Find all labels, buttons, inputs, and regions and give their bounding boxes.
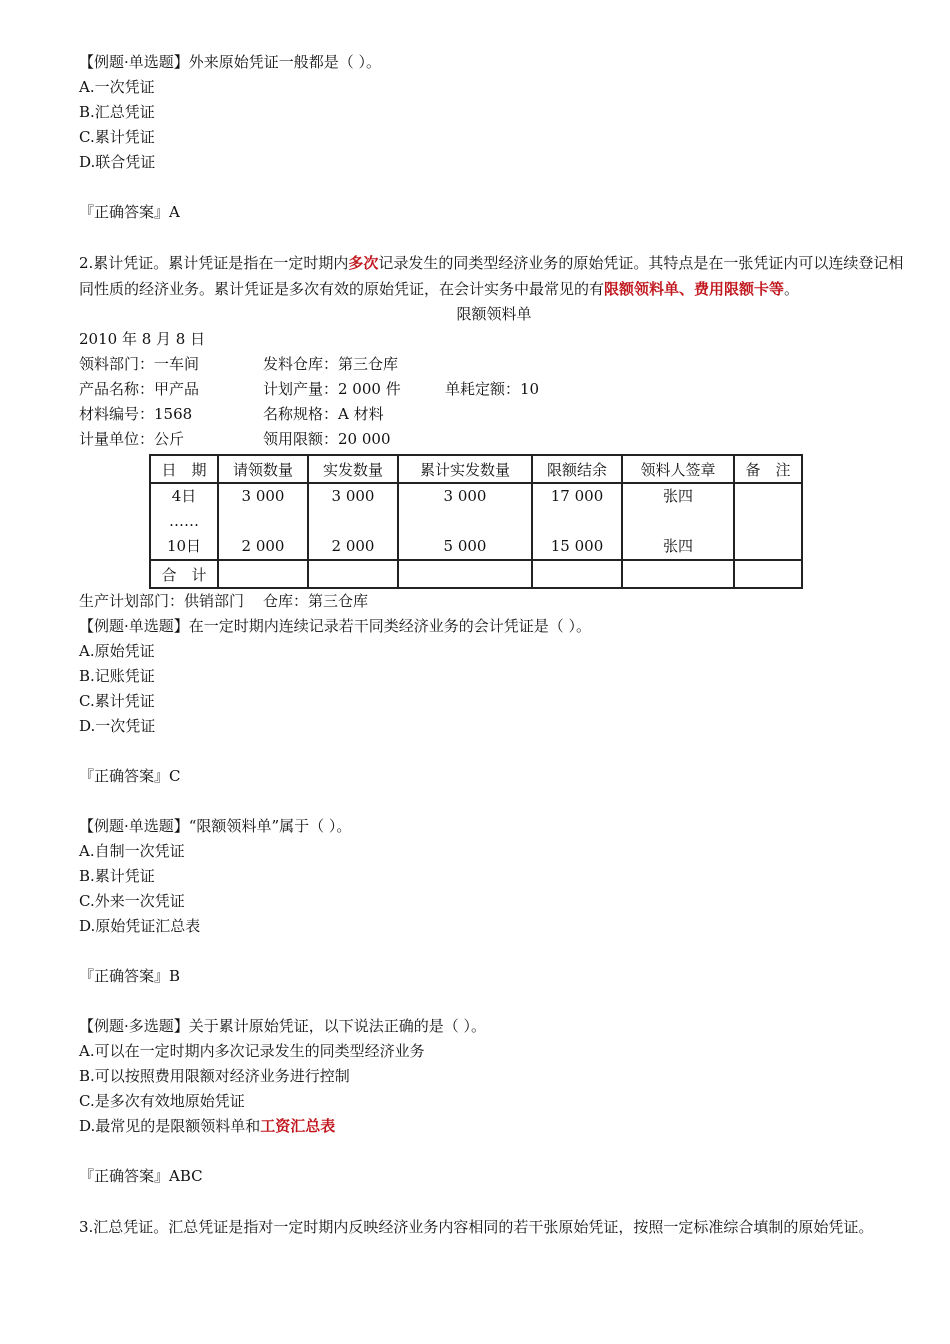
q4-option-a: A.可以在一定时期内多次记录发生的同类型经济业务: [79, 1042, 425, 1060]
cell: 15 000: [550, 537, 604, 555]
p2-text-2: 记录发生的同类型经济业务的原始凭证。其特点是在一张凭证内可以连续登记相同性质的经济业务。累计凭证是多次有效的原始凭证，在会计实务中最常见的有: [79, 254, 904, 298]
q4-option-d-text: D.最常见的是限额领料单和: [79, 1117, 261, 1135]
cell: 张四: [662, 487, 693, 505]
col-remarks: 备 注: [734, 455, 802, 483]
q1-answer: 『正确答案』A: [79, 203, 180, 221]
form-limit: 领用限额：20 000: [263, 430, 391, 448]
p2-text-3: 。: [784, 280, 800, 298]
document-page: [79, 50, 909, 1240]
q4-option-d: [79, 1114, 909, 1139]
total-label: 合 计: [150, 560, 218, 588]
p2-highlight-2: 限额领料单、费用限额卡等: [604, 280, 785, 298]
form-product: 产品名称：甲产品: [79, 380, 200, 398]
form-unit: 计量单位：公斤: [79, 430, 185, 448]
q1-option-a: A.一次凭证: [79, 78, 155, 96]
form-warehouse: 发料仓库：第三仓库: [263, 355, 399, 373]
q2-option-a: A.原始凭证: [79, 642, 155, 660]
q4-stem: 【例题·多选题】关于累计原始凭证，以下说法正确的是（ ）。: [79, 1017, 487, 1035]
q1-option-c: C.累计凭证: [79, 128, 155, 146]
table-total-row: [150, 560, 802, 588]
paragraph-cumulative-voucher: [79, 250, 909, 302]
quota-table: [149, 454, 803, 589]
q3-option-d: D.原始凭证汇总表: [79, 917, 201, 935]
q3-option-b: B.累计凭证: [79, 867, 155, 885]
form-footer-warehouse: 仓库：第三仓库: [263, 592, 369, 610]
q4-option-b: B.可以按照费用限额对经济业务进行控制: [79, 1067, 350, 1085]
cell: 10日: [166, 537, 202, 555]
cell: 3 000: [443, 487, 487, 505]
q1-stem: 【例题·单选题】外来原始凭证一般都是（ ）。: [79, 53, 382, 71]
form-dept: 领料部门：一车间: [79, 355, 200, 373]
col-requested: 请领数量: [218, 455, 308, 483]
cell: 3 000: [331, 487, 375, 505]
cell: 3 000: [241, 487, 285, 505]
p2-highlight-1: 多次: [348, 254, 379, 272]
q3-option-a: A.自制一次凭证: [79, 842, 185, 860]
q2-option-d: D.一次凭证: [79, 717, 156, 735]
form-planned-output: 计划产量：2 000 件: [263, 380, 401, 398]
col-cumulative: 累计实发数量: [398, 455, 532, 483]
form-title: 限额领料单: [456, 305, 532, 323]
col-balance: 限额结余: [532, 455, 622, 483]
cell: 2 000: [241, 537, 285, 555]
form-spec: 名称规格：A 材料: [263, 405, 384, 423]
cell: 张四: [662, 537, 693, 555]
cell: 5 000: [443, 537, 487, 555]
form-date: 2010 年 8 月 8 日: [79, 330, 206, 348]
q2-stem: 【例题·单选题】在一定时期内连续记录若干同类经济业务的会计凭证是（ ）。: [79, 617, 592, 635]
q1-option-d: D.联合凭证: [79, 153, 156, 171]
paragraph-summary-voucher: 3.汇总凭证。汇总凭证是指对一定时期内反映经济业务内容相同的若干张原始凭证，按照一定标准综合填制的原始凭证。: [79, 1218, 874, 1236]
col-signature: 领料人签章: [622, 455, 734, 483]
form-material-no: 材料编号：1568: [79, 405, 193, 423]
q3-stem: 【例题·单选题】“限额领料单”属于（ ）。: [79, 817, 352, 835]
cell: 17 000: [550, 487, 604, 505]
q3-answer: 『正确答案』B: [79, 967, 181, 985]
form-unit-quota: 单耗定额：10: [445, 380, 540, 398]
col-date: 日 期: [150, 455, 218, 483]
table-header-row: [150, 455, 802, 483]
q1-option-b: B.汇总凭证: [79, 103, 155, 121]
q4-option-c: C.是多次有效地原始凭证: [79, 1092, 245, 1110]
cell: 2 000: [331, 537, 375, 555]
q2-option-c: C.累计凭证: [79, 692, 155, 710]
q4-option-d-highlight: 工资汇总表: [260, 1117, 336, 1135]
cell: 4日: [171, 487, 197, 505]
q2-answer: 『正确答案』C: [79, 767, 181, 785]
q2-option-b: B.记账凭证: [79, 667, 155, 685]
col-issued: 实发数量: [308, 455, 398, 483]
cell: ……: [169, 512, 199, 530]
q4-answer: 『正确答案』ABC: [79, 1167, 203, 1185]
form-footer-dept: 生产计划部门：供销部门: [79, 592, 245, 610]
q3-option-c: C.外来一次凭证: [79, 892, 185, 910]
table-row: [150, 483, 802, 560]
p2-text-1: 2.累计凭证。累计凭证是指在一定时期内: [79, 254, 349, 272]
